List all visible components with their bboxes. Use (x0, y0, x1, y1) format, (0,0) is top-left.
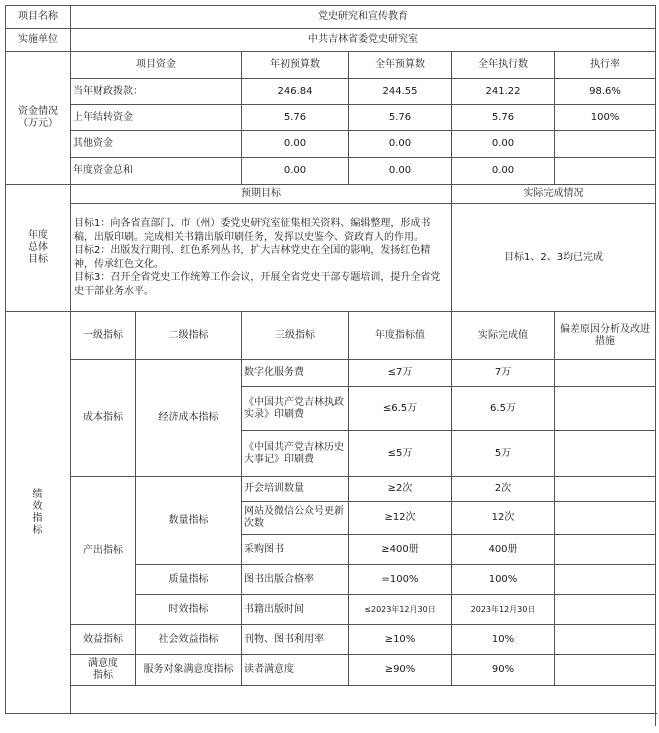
goals-section-label: 年度 总体 目标 (6, 185, 71, 312)
level2-social-benefit: 社会效益指标 (136, 625, 242, 655)
level3-indicator: 读者满意度 (242, 655, 349, 686)
performance-header-actual: 实际完成值 (452, 312, 555, 360)
level3-indicator: 采购图书 (242, 535, 349, 565)
funds-rate-value: 100% (555, 105, 656, 131)
indicator-deviation (555, 387, 656, 431)
funds-executed-value: 241.22 (452, 79, 555, 105)
blank-footer-cell (71, 686, 656, 714)
level3-indicator: 刊物、图书利用率 (242, 625, 349, 655)
funds-row (6, 79, 656, 105)
level3-indicator: 图书出版合格率 (242, 565, 349, 595)
indicator-target: ≥90% (349, 655, 452, 686)
implementing-unit-label: 实施单位 (6, 29, 71, 52)
funds-rate-value (555, 131, 656, 158)
indicator-row (6, 655, 656, 686)
indicator-deviation (555, 535, 656, 565)
goals-expected-header: 预期目标 (71, 185, 452, 204)
indicator-target: ≥400册 (349, 535, 452, 565)
level2-economic-cost: 经济成本指标 (136, 360, 242, 477)
funds-executed-value: 0.00 (452, 131, 555, 158)
funds-header-row (6, 52, 656, 79)
funds-annual-value: 0.00 (349, 131, 452, 158)
funds-section-label: 资金情况 （万元） (6, 52, 71, 185)
performance-header-level3: 三级指标 (242, 312, 349, 360)
funds-rate-value (555, 158, 656, 185)
funds-header-annual: 全年预算数 (349, 52, 452, 79)
indicator-deviation (555, 595, 656, 625)
level3-indicator: 《中国共产党吉林执政实录》印刷费 (242, 387, 349, 431)
indicator-deviation (555, 625, 656, 655)
funds-initial-value: 0.00 (242, 131, 349, 158)
funds-annual-value: 0.00 (349, 158, 452, 185)
indicator-target: ≤2023年12月30日 (349, 595, 452, 625)
funds-row-name: 其他资金 (71, 131, 242, 158)
blank-footer-row (6, 686, 656, 714)
implementing-unit-value: 中共吉林省委党史研究室 (71, 29, 656, 52)
funds-header-executed: 全年执行数 (452, 52, 555, 79)
goals-actual-text: 目标1、2、3均已完成 (452, 204, 656, 312)
goals-content-row (6, 204, 656, 312)
performance-header-row (6, 312, 656, 360)
edge-mark (655, 210, 656, 224)
indicator-actual: 7万 (452, 360, 555, 387)
funds-header-initial: 年初预算数 (242, 52, 349, 79)
indicator-row (6, 625, 656, 655)
level2-timeliness: 时效指标 (136, 595, 242, 625)
goals-expected-text: 目标1：向各省直部门、市（州）委党史研究室征集相关资料、编辑整理，形成书稿，出版印刷。完成相关书籍出版印刷任务，发挥以史鉴今、资政育人的作用。 目标2：出版发行期刊、红色系列丛书，扩大吉林党史在全国的影响，发扬红色精神，传承红色文化。 目标3：召开全省党史工作统筹工作会议，开展全省党史干部专题培训，提升全省党史干部业务水平。 (71, 204, 452, 312)
indicator-deviation (555, 360, 656, 387)
indicator-actual: 2023年12月30日 (452, 595, 555, 625)
indicator-target: ≥2次 (349, 477, 452, 502)
level1-benefit: 效益指标 (71, 625, 136, 655)
indicator-deviation (555, 565, 656, 595)
indicator-row (6, 477, 656, 502)
level2-quantity: 数量指标 (136, 477, 242, 565)
funds-executed-value: 5.76 (452, 105, 555, 131)
funds-initial-value: 246.84 (242, 79, 349, 105)
performance-section-label: 绩 效 指 标 (6, 312, 71, 714)
funds-row-name: 当年财政拨款： (71, 79, 242, 105)
funds-annual-value: 244.55 (349, 79, 452, 105)
indicator-deviation (555, 655, 656, 686)
indicator-deviation (555, 502, 656, 535)
indicator-actual: 100% (452, 565, 555, 595)
funds-header-source: 项目资金 (71, 52, 242, 79)
indicator-actual: 10% (452, 625, 555, 655)
funds-initial-value: 5.76 (242, 105, 349, 131)
edge-mark (655, 712, 656, 726)
indicator-actual: 2次 (452, 477, 555, 502)
indicator-target: ≤6.5万 (349, 387, 452, 431)
goals-actual-header: 实际完成情况 (452, 185, 656, 204)
indicator-target: ≤5万 (349, 431, 452, 477)
performance-header-level1: 一级指标 (71, 312, 136, 360)
indicator-deviation (555, 431, 656, 477)
indicator-actual: 6.5万 (452, 387, 555, 431)
level2-quality: 质量指标 (136, 565, 242, 595)
level1-output: 产出指标 (71, 477, 136, 625)
indicator-actual: 400册 (452, 535, 555, 565)
indicator-deviation (555, 477, 656, 502)
funds-row-name: 年度资金总和 (71, 158, 242, 185)
project-name-value: 党史研究和宣传教育 (71, 6, 656, 29)
project-name-label: 项目名称 (6, 6, 71, 29)
level3-indicator: 开会培训数量 (242, 477, 349, 502)
indicator-target: ≥10% (349, 625, 452, 655)
level3-indicator: 网站及微信公众号更新次数 (242, 502, 349, 535)
level3-indicator: 书籍出版时间 (242, 595, 349, 625)
indicator-target: =100% (349, 565, 452, 595)
funds-row-name: 上年结转资金 (71, 105, 242, 131)
level2-service-satisfaction: 服务对象满意度指标 (136, 655, 242, 686)
funds-rate-value: 98.6% (555, 79, 656, 105)
funds-row (6, 158, 656, 185)
level3-indicator: 数字化服务费 (242, 360, 349, 387)
performance-report-table (5, 5, 656, 714)
funds-executed-value: 0.00 (452, 158, 555, 185)
funds-header-rate: 执行率 (555, 52, 656, 79)
funds-initial-value: 0.00 (242, 158, 349, 185)
indicator-row (6, 360, 656, 387)
indicator-actual: 90% (452, 655, 555, 686)
goals-header-row (6, 185, 656, 204)
performance-header-level2: 二级指标 (136, 312, 242, 360)
project-name-row (6, 6, 656, 29)
indicator-target: ≥12次 (349, 502, 452, 535)
funds-row (6, 105, 656, 131)
funds-row (6, 131, 656, 158)
level1-cost: 成本指标 (71, 360, 136, 477)
performance-header-target: 年度指标值 (349, 312, 452, 360)
indicator-target: ≤7万 (349, 360, 452, 387)
funds-annual-value: 5.76 (349, 105, 452, 131)
level3-indicator: 《中国共产党吉林历史大事记》印刷费 (242, 431, 349, 477)
performance-header-deviation: 偏差原因分析及改进措施 (555, 312, 656, 360)
indicator-actual: 5万 (452, 431, 555, 477)
implementing-unit-row (6, 29, 656, 52)
indicator-actual: 12次 (452, 502, 555, 535)
level1-satisfaction: 满意度 指标 (71, 655, 136, 686)
